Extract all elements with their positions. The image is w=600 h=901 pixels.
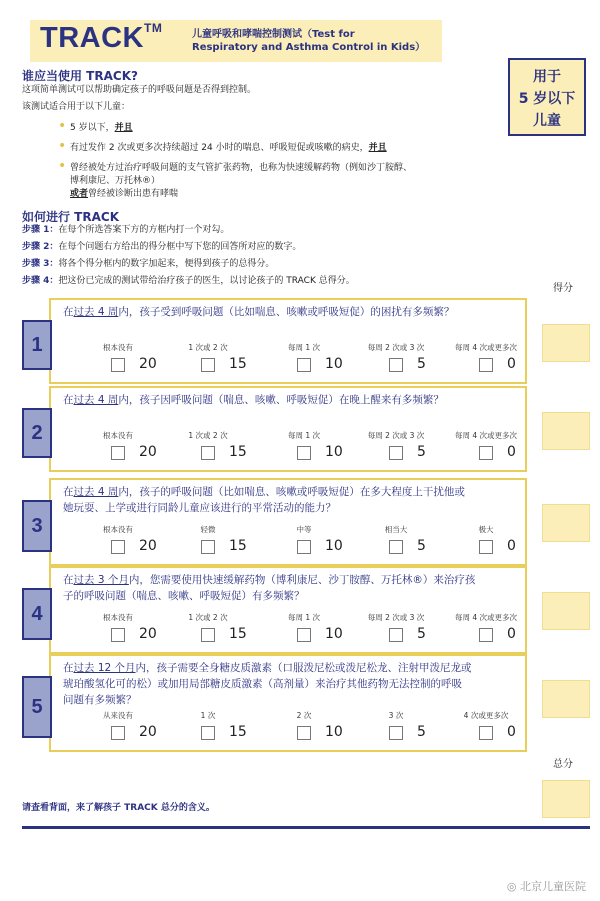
header-title-line2: Respiratory and Asthma Control in Kids） xyxy=(192,42,426,53)
answer-checkbox[interactable] xyxy=(389,726,403,740)
answer-checkbox[interactable] xyxy=(201,540,215,554)
answer-checkbox[interactable] xyxy=(297,726,311,740)
answer-checkbox[interactable] xyxy=(201,358,215,372)
option-label: 每周 2 次或 3 次 xyxy=(367,431,425,440)
question-5-box xyxy=(49,654,527,752)
option-value: 20 xyxy=(139,356,157,372)
option-value: 20 xyxy=(139,724,157,740)
answer-checkbox[interactable] xyxy=(389,540,403,554)
question-2-score-box[interactable] xyxy=(542,412,590,450)
question-1-number: 1 xyxy=(22,320,52,370)
option-value: 20 xyxy=(139,538,157,554)
option-value: 5 xyxy=(417,356,426,372)
option-label: 每周 4 次或更多次 xyxy=(454,431,518,440)
option-label: 1 次 xyxy=(200,711,216,720)
question-3-number: 3 xyxy=(22,500,52,552)
answer-checkbox[interactable] xyxy=(479,726,493,740)
option-label: 1 次或 2 次 xyxy=(188,343,228,352)
answer-checkbox[interactable] xyxy=(479,628,493,642)
option-label: 每周 2 次或 3 次 xyxy=(367,613,425,622)
step-1: 步骤 1：在每个所选答案下方的方框内打一个对勾。 xyxy=(22,225,230,235)
option-label: 根本没有 xyxy=(103,525,133,534)
option-value: 10 xyxy=(325,538,343,554)
option-value: 10 xyxy=(325,356,343,372)
option-label: 1 次或 2 次 xyxy=(188,431,228,440)
score-label: 得分 xyxy=(553,283,573,294)
option-label: 中等 xyxy=(296,525,312,534)
header-title-line1: 儿童呼吸和哮喘控制测试（Test for xyxy=(192,29,355,40)
total-label: 总分 xyxy=(553,759,573,770)
who-bullet1: • 5 岁以下，并且 xyxy=(70,122,133,135)
who-heading: 谁应当使用 TRACK? xyxy=(22,69,138,83)
answer-checkbox[interactable] xyxy=(297,358,311,372)
option-label: 每周 4 次或更多次 xyxy=(454,613,518,622)
question-1-text: 在过去 4 周内，孩子受到呼吸问题（比如喘息、咳嗽或呼吸短促）的困扰有多频繁？ xyxy=(63,306,455,318)
answer-checkbox[interactable] xyxy=(201,726,215,740)
age-badge: 用于 5 岁以下 儿童 xyxy=(508,58,586,136)
option-label: 根本没有 xyxy=(103,613,133,622)
question-5-text: 在过去 12 个月内，孩子需要全身糖皮质激素（口服泼尼松或泼尼松龙、注射甲泼尼龙或 琥珀酸氢化可的松）或加用局部糖皮质激素（高剂量）来治疗其他药物无法控制的呼吸 问题有多频繁？ xyxy=(63,662,472,706)
option-label: 相当大 xyxy=(384,525,408,534)
answer-checkbox[interactable] xyxy=(479,358,493,372)
question-2-text: 在过去 4 周内，孩子因呼吸问题（喘息、咳嗽、呼吸短促）在晚上醒来有多频繁？ xyxy=(63,394,444,406)
question-1-score-box[interactable] xyxy=(542,324,590,362)
option-label: 3 次 xyxy=(388,711,404,720)
option-value: 15 xyxy=(229,724,247,740)
footer-divider xyxy=(22,826,590,829)
how-heading: 如何进行 TRACK xyxy=(22,210,119,224)
option-value: 15 xyxy=(229,356,247,372)
weibo-icon: ◎ xyxy=(506,880,520,893)
option-value: 10 xyxy=(325,724,343,740)
who-intro2: 该测试适合用于以下儿童： xyxy=(22,102,131,112)
option-value: 0 xyxy=(507,356,516,372)
option-value: 15 xyxy=(229,444,247,460)
option-label: 1 次或 2 次 xyxy=(188,613,228,622)
answer-checkbox[interactable] xyxy=(389,628,403,642)
answer-checkbox[interactable] xyxy=(297,540,311,554)
step-3: 步骤 3：将各个得分框内的数字加起来，便得到孩子的总得分。 xyxy=(22,259,275,269)
option-value: 0 xyxy=(507,444,516,460)
option-value: 5 xyxy=(417,724,426,740)
answer-checkbox[interactable] xyxy=(201,446,215,460)
who-bullet3: • 曾经被处方过治疗呼吸问题的支气管扩张药物，也称为快速缓解药物（例如沙丁胺醇、 博利康尼、万托林®） 或者曾经被诊断出患有哮喘 xyxy=(70,162,412,201)
question-4-score-box[interactable] xyxy=(542,592,590,630)
who-bullet2: • 有过发作 2 次或更多次持续超过 24 小时的喘息、呼吸短促或咳嗽的病史，并且 xyxy=(70,142,387,155)
answer-checkbox[interactable] xyxy=(297,628,311,642)
step-2: 步骤 2：在每个问题右方给出的得分框中写下您的回答所对应的数字。 xyxy=(22,242,302,252)
answer-checkbox[interactable] xyxy=(297,446,311,460)
question-3-text: 在过去 4 周内，孩子的呼吸问题（比如喘息、咳嗽或呼吸短促）在多大程度上干扰他或 她玩耍、上学或进行同龄儿童应该进行的平常活动的能力？ xyxy=(63,486,465,514)
option-value: 5 xyxy=(417,538,426,554)
option-label: 根本没有 xyxy=(103,431,133,440)
option-label: 每周 2 次或 3 次 xyxy=(367,343,425,352)
question-3-score-box[interactable] xyxy=(542,504,590,542)
answer-checkbox[interactable] xyxy=(479,540,493,554)
question-5-score-box[interactable] xyxy=(542,680,590,718)
option-value: 20 xyxy=(139,626,157,642)
header-title xyxy=(192,28,425,54)
question-2-number: 2 xyxy=(22,408,52,458)
answer-checkbox[interactable] xyxy=(111,628,125,642)
question-5-number: 5 xyxy=(22,676,52,738)
answer-checkbox[interactable] xyxy=(479,446,493,460)
footer-note: 请查看背面，来了解孩子 TRACK 总分的含义。 xyxy=(22,803,215,813)
option-label: 2 次 xyxy=(296,711,312,720)
option-label: 根本没有 xyxy=(103,343,133,352)
question-4-text: 在过去 3 个月内，您需要使用快速缓解药物（博利康尼、沙丁胺醇、万托林®）来治疗孩 子的呼吸问题（喘息、咳嗽、呼吸短促）有多频繁？ xyxy=(63,574,476,602)
option-label: 每周 1 次 xyxy=(287,343,321,352)
total-score-box[interactable] xyxy=(542,780,590,818)
option-label: 每周 4 次或更多次 xyxy=(454,343,518,352)
option-label: 每周 1 次 xyxy=(287,613,321,622)
answer-checkbox[interactable] xyxy=(111,358,125,372)
option-value: 10 xyxy=(325,444,343,460)
option-value: 0 xyxy=(507,626,516,642)
step-4: 步骤 4：把这份已完成的测试带给治疗孩子的医生，以讨论孩子的 TRACK 总得分。 xyxy=(22,276,355,286)
question-1-box xyxy=(49,298,527,384)
question-2-box xyxy=(49,386,527,472)
option-value: 15 xyxy=(229,626,247,642)
option-value: 20 xyxy=(139,444,157,460)
track-logo: TRACK™ xyxy=(40,21,163,54)
option-label: 4 次或更多次 xyxy=(463,711,509,720)
answer-checkbox[interactable] xyxy=(389,358,403,372)
option-label: 每周 1 次 xyxy=(287,431,321,440)
option-value: 15 xyxy=(229,538,247,554)
option-value: 0 xyxy=(507,538,516,554)
option-value: 0 xyxy=(507,724,516,740)
option-value: 5 xyxy=(417,626,426,642)
question-4-box xyxy=(49,566,527,654)
answer-checkbox[interactable] xyxy=(389,446,403,460)
question-4-number: 4 xyxy=(22,588,52,640)
question-3-box xyxy=(49,478,527,566)
who-intro1: 这项简单测试可以帮助确定孩子的呼吸问题是否得到控制。 xyxy=(22,85,257,95)
option-value: 5 xyxy=(417,444,426,460)
watermark: ◎ 北京儿童医院 xyxy=(506,880,586,893)
option-label: 从来没有 xyxy=(103,711,133,720)
answer-checkbox[interactable] xyxy=(111,726,125,740)
answer-checkbox[interactable] xyxy=(201,628,215,642)
option-value: 10 xyxy=(325,626,343,642)
answer-checkbox[interactable] xyxy=(111,446,125,460)
answer-checkbox[interactable] xyxy=(111,540,125,554)
option-label: 极大 xyxy=(478,525,494,534)
option-label: 轻微 xyxy=(200,525,216,534)
